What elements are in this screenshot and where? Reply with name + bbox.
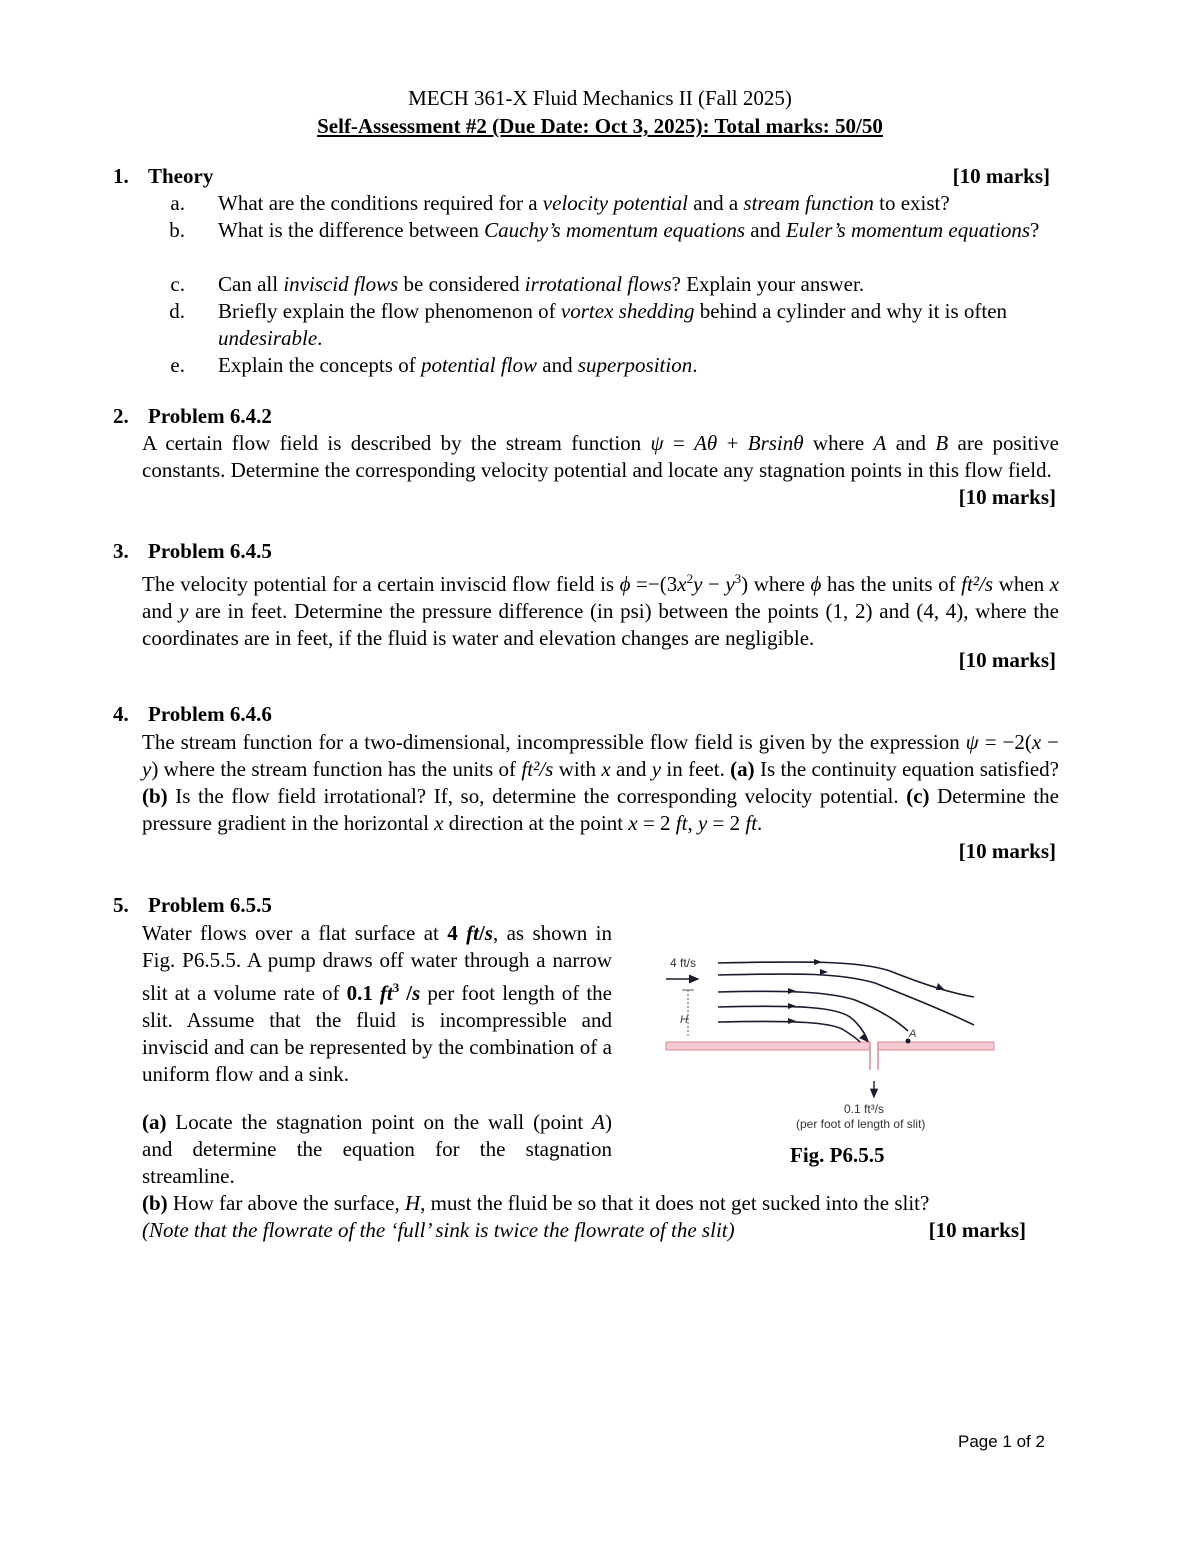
q1-heading: [113, 163, 1058, 190]
q2-title: Problem 6.4.2: [148, 404, 272, 428]
rate-label: 0.1 ft³/s: [844, 1102, 885, 1116]
page-number: Page 1 of 2: [958, 1432, 1045, 1451]
q2-marks: [10 marks]: [958, 485, 1056, 509]
q1-title: Theory: [148, 164, 214, 188]
course-title: MECH 361-X Fluid Mechanics II (Fall 2025): [408, 86, 792, 110]
q4-heading: 4. Problem 6.4.6: [113, 702, 272, 726]
q5-part-b: (b) How far above the surface, H, must the fluid be so that it does not get sucked into the slit?: [142, 1191, 930, 1215]
streamline-2: [718, 974, 974, 1025]
streamline-5: [718, 1021, 860, 1042]
q4-text: The stream function for a two-dimensional, incompressible flow field is given by the expression ψ = −2(x − y) where the stream function has the units of ft²/s with x and y in feet. (a) Is the continuity equation satisfied? (b) Is the flow field irrotational? If, so, determine the corresponding velocity potential. (c) Determine the pressure gradient in the horizontal x direction at the point x = 2 ft, y = 2 ft.: [142, 730, 1060, 835]
point-a-label: A: [909, 1028, 917, 1040]
q1-number: 1.: [113, 164, 129, 188]
wall-right: [878, 1042, 994, 1050]
q5-part-a: (a) Locate the stagnation point on the wall (point A) and determine the equation for the stagnation streamline.: [142, 1110, 612, 1188]
assessment-title: Self-Assessment #2 (Due Date: Oct 3, 2025): Total marks: 50/50: [317, 114, 883, 138]
q1-marks: [10 marks]: [952, 164, 1050, 188]
q3-text: The velocity potential for a certain inviscid flow field is $\phi =-(3x^2y - y^3)$ where ϕ has the units of ft²/s when x and y are in feet. Determine the pressure difference (in psi) between the points (1, 2) and (4, 4), where the coordinates are in feet, if the fluid is water and elevation changes are negligible.: [142, 571, 1060, 650]
rate-note: (per foot of length of slit): [796, 1117, 926, 1131]
wall: [666, 1042, 870, 1050]
q4-title: Problem 6.4.6: [148, 702, 272, 726]
q3-heading: 3. Problem 6.4.5: [113, 539, 272, 563]
figure-p6-5-5: [660, 945, 1000, 1135]
q4-marks: [10 marks]: [958, 839, 1056, 863]
velocity-label: 4 ft/s: [670, 956, 697, 970]
q5-title: Problem 6.5.5: [148, 893, 272, 917]
q3-marks: [10 marks]: [958, 648, 1056, 672]
q5-note: (Note that the flowrate of the ‘full’ sink is twice the flowrate of the slit): [142, 1218, 735, 1242]
q3-title: Problem 6.4.5: [148, 539, 272, 563]
document-page: MECH 361-X Fluid Mechanics II (Fall 2025) Self-Assessment #2 (Due Date: Oct 3, 2025): Total marks: 50/50 1. Theory [10 marks] a. What are the conditions required for a velocity potential and a stream function to exist? b. What is the difference between Cauchy’s momentum equations and Euler’s momentum equations? c. Can all inviscid flows be considered irrotational flows? Explain your answer. d. Briefly explain the flow phenomenon of vortex shedding behind a cylinder and why it is often undesirable. e. Explain the concepts of potential flow and superposition. 2. Problem 6.4.2 A certain flow field is described by the stream function ψ = Aθ + Brsinθ where A and B are positive constants. Determine the corresponding velocity potential and locate any stagnation points in this flow field. [10 marks] 3. Problem 6.4.5 The velocity potential for a certain inviscid flow field is $\phi =-(3x^2y - y^3)$ where ϕ has the units of ft²/s when x and y are in feet. Determine the pressure difference (in psi) between the points (1, 2) and (4, 4), where the coordinates are in feet, if the fluid is water and elevation changes are negligible. [10 marks] 4. Problem 6.4.6 The stream function for a two-dimensional, incompressible flow field is given by the expression ψ = −2(x − y) where the stream function has the units of ft²/s with x and y in feet. (a) Is the continuity equation satisfied? (b) Is the flow field irrotational? If, so, determine the corresponding velocity potential. (c) Determine the pressure gradient in the horizontal x direction at the point x = 2 ft, y = 2 ft. [10 marks] 5. Problem 6.5.5 Water flows over a flat surface at 4 ft/s, as shown in Fig. P6.5.5. A pump draws off water through a narrow slit at a volume rate of 0.1 $ft^3$ /s per foot length of the slit. Assume that the fluid is incompressible and inviscid and can be represented by the combination of a uniform flow and a sink. (a) Locate the stagnation point on the wall (point A) and determine the equation for the stagnation streamline. (b) How far above the surface, H, must the fluid be so that it does not get sucked into the slit? (Note that the flowrate of the ‘full’ sink is twice the flowrate of the slit) [10 marks] 4 ft/s H A 0.1 ft³/s (per foot of length of slit) Fig. P6.5.5 Page 1 of 2: [0, 0, 1200, 1553]
q5-text-main: Water flows over a flat surface at 4 ft/s, as shown in Fig. P6.5.5. A pump draws off water through a narrow slit at a volume rate of 0.1 $ft^3$ /s per foot length of the slit. Assume that the fluid is incompressible and inviscid and can be represented by the combination of a uniform flow and a sink.: [142, 921, 613, 1086]
h-label: H: [680, 1014, 688, 1026]
figure-caption: Fig. P6.5.5: [790, 1143, 885, 1167]
streamline-4: [718, 1006, 868, 1042]
q5-marks: [10 marks]: [928, 1218, 1026, 1242]
q2-text: A certain flow field is described by the stream function ψ = Aθ + Brsinθ where A and B are positive constants. Determine the corresponding velocity potential and locate any stagnation points in this flow field.: [142, 431, 1059, 482]
streamline-3: [718, 991, 908, 1031]
q2-heading: 2. Problem 6.4.2: [113, 404, 272, 428]
q5-heading: 5. Problem 6.5.5: [113, 893, 272, 917]
